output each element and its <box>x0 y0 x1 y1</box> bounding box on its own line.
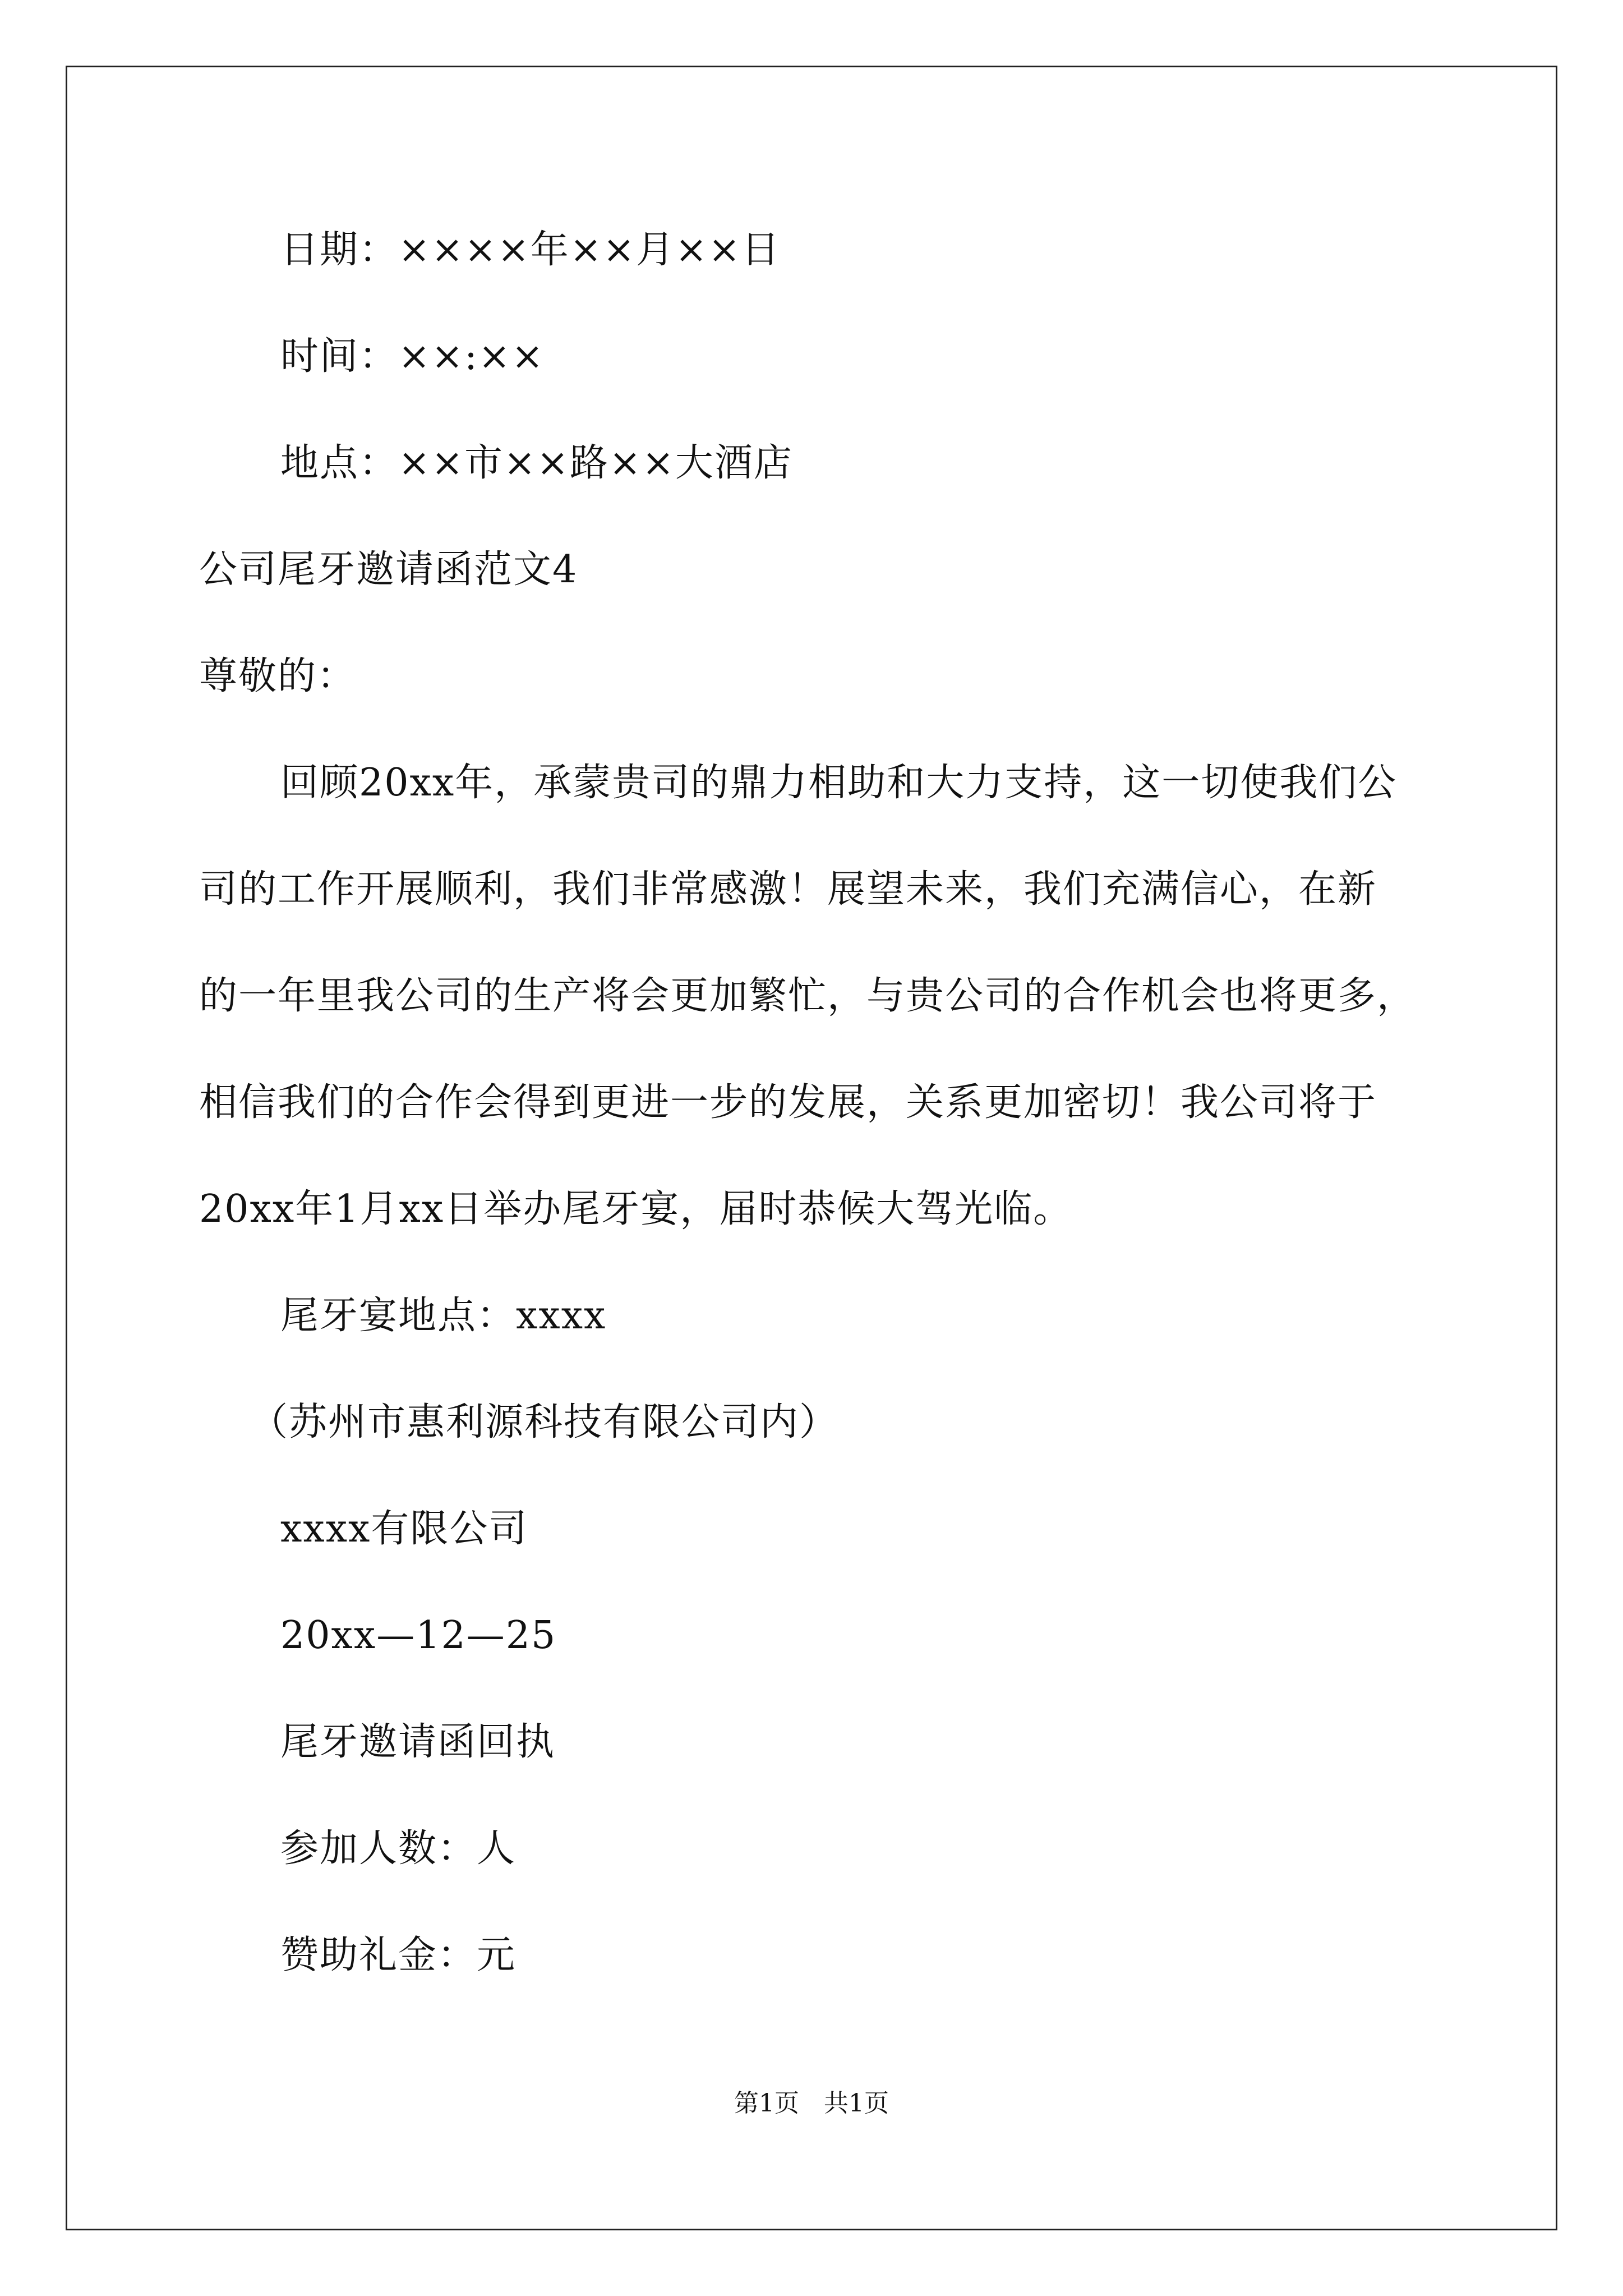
banquet-location-note: （苏州市惠利源科技有限公司内） <box>250 1400 839 1444</box>
body-paragraph-line: 相信我们的合作会得到更进一步的发展，关系更加密切！我公司将于 <box>199 1080 1377 1125</box>
banquet-location: 尾牙宴地点：xxxx <box>280 1294 607 1338</box>
salutation: 尊敬的： <box>199 654 357 698</box>
section-heading: 公司尾牙邀请函范文4 <box>199 547 578 592</box>
page-footer: 第1页 共1页 <box>734 2089 889 2118</box>
attendee-count: 参加人数：人 <box>280 1826 517 1871</box>
body-paragraph-line: 司的工作开展顺利，我们非常感激！展望未来，我们充满信心，在新 <box>199 867 1377 912</box>
body-paragraph-line: 20xx年1月xx日举办尾牙宴，届时恭候大驾光临。 <box>199 1187 1073 1231</box>
reply-slip-title: 尾牙邀请函回执 <box>280 1720 556 1764</box>
time-line: 时间：××:×× <box>280 334 545 379</box>
body-paragraph-line: 的一年里我公司的生产将会更加繁忙，与贵公司的合作机会也将更多， <box>199 974 1417 1018</box>
date-line: 日期：××××年××月××日 <box>280 228 781 272</box>
signature-date: 20xx—12—25 <box>280 1613 557 1658</box>
page-border <box>66 66 1557 2230</box>
sponsorship-amount: 赞助礼金：元 <box>280 1933 517 1977</box>
company-signature: xxxx有限公司 <box>280 1507 528 1551</box>
body-paragraph-line: 回顾20xx年，承蒙贵司的鼎力相助和大力支持，这一切使我们公 <box>280 761 1398 805</box>
location-line: 地点：××市××路××大酒店 <box>280 441 793 485</box>
